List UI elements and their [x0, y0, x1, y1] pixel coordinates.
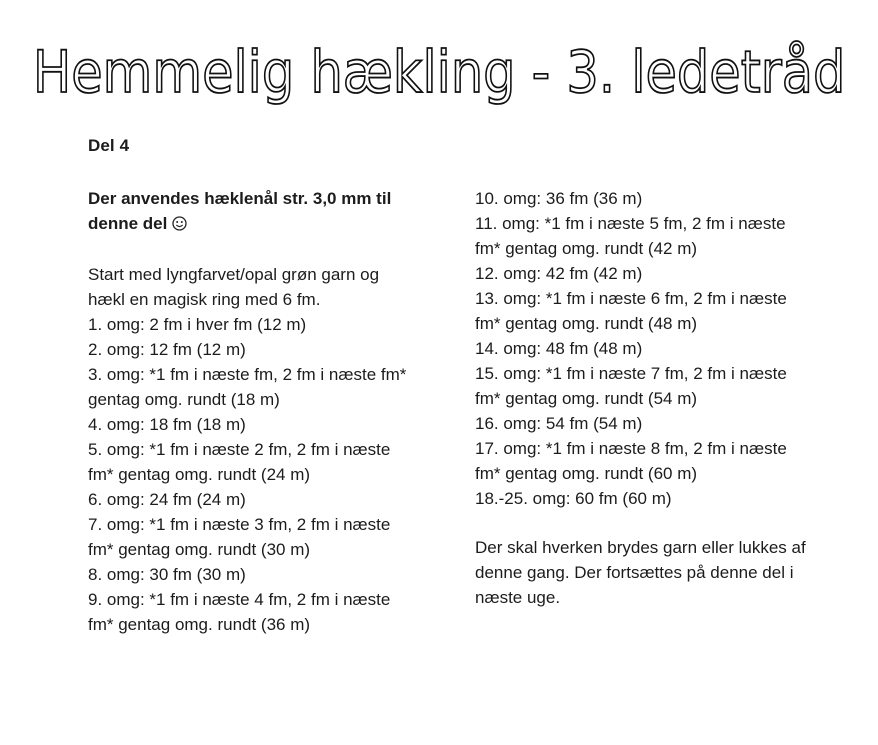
section-label: Del 4: [88, 136, 130, 155]
right-column: [475, 186, 815, 610]
closing-text: Der skal hverken brydes garn eller lukkes af denne gang. Der fortsættes på denne del i næste uge.: [475, 538, 806, 607]
left-rounds-list: [88, 312, 418, 637]
round-line: 10. omg: 36 fm (36 m): [475, 189, 643, 208]
round-line: 1. omg: 2 fm i hver fm (12 m): [88, 315, 307, 334]
smiley-icon: [172, 213, 187, 238]
round-line: 6. omg: 24 fm (24 m): [88, 490, 246, 509]
round-line: 3. omg: *1 fm i næste fm, 2 fm i næste fm* gentag omg. rundt (18 m): [88, 365, 407, 409]
round-line: 12. omg: 42 fm (42 m): [475, 264, 643, 283]
round-line: 18.-25. omg: 60 fm (60 m): [475, 489, 672, 508]
round-line: 8. omg: 30 fm (30 m): [88, 565, 246, 584]
round-line: 7. omg: *1 fm i næste 3 fm, 2 fm i næste fm* gentag omg. rundt (30 m): [88, 515, 391, 559]
round-line: 11. omg: *1 fm i næste 5 fm, 2 fm i næste fm* gentag omg. rundt (42 m): [475, 214, 786, 258]
round-line: 2. omg: 12 fm (12 m): [88, 340, 246, 359]
round-line: 14. omg: 48 fm (48 m): [475, 339, 643, 358]
page-title: [0, 14, 878, 134]
heading: [88, 186, 418, 238]
round-line: 16. omg: 54 fm (54 m): [475, 414, 643, 433]
intro-text: Start med lyngfarvet/opal grøn garn og hækl en magisk ring med 6 fm.: [88, 265, 380, 309]
round-line: 17. omg: *1 fm i næste 8 fm, 2 fm i næste fm* gentag omg. rundt (60 m): [475, 439, 787, 483]
round-line: 15. omg: *1 fm i næste 7 fm, 2 fm i næste fm* gentag omg. rundt (54 m): [475, 364, 787, 408]
round-line: 13. omg: *1 fm i næste 6 fm, 2 fm i næste fm* gentag omg. rundt (48 m): [475, 289, 787, 333]
right-rounds-list: [475, 186, 815, 511]
round-line: 9. omg: *1 fm i næste 4 fm, 2 fm i næste fm* gentag omg. rundt (36 m): [88, 590, 391, 634]
round-line: 4. omg: 18 fm (18 m): [88, 415, 246, 434]
heading-text: Der anvendes hæklenål str. 3,0 mm til denne del: [88, 189, 392, 233]
title-text: Hemmelig hækling - 3. ledetråd: [32, 37, 846, 106]
left-column: [88, 186, 418, 637]
round-line: 5. omg: *1 fm i næste 2 fm, 2 fm i næste fm* gentag omg. rundt (24 m): [88, 440, 391, 484]
